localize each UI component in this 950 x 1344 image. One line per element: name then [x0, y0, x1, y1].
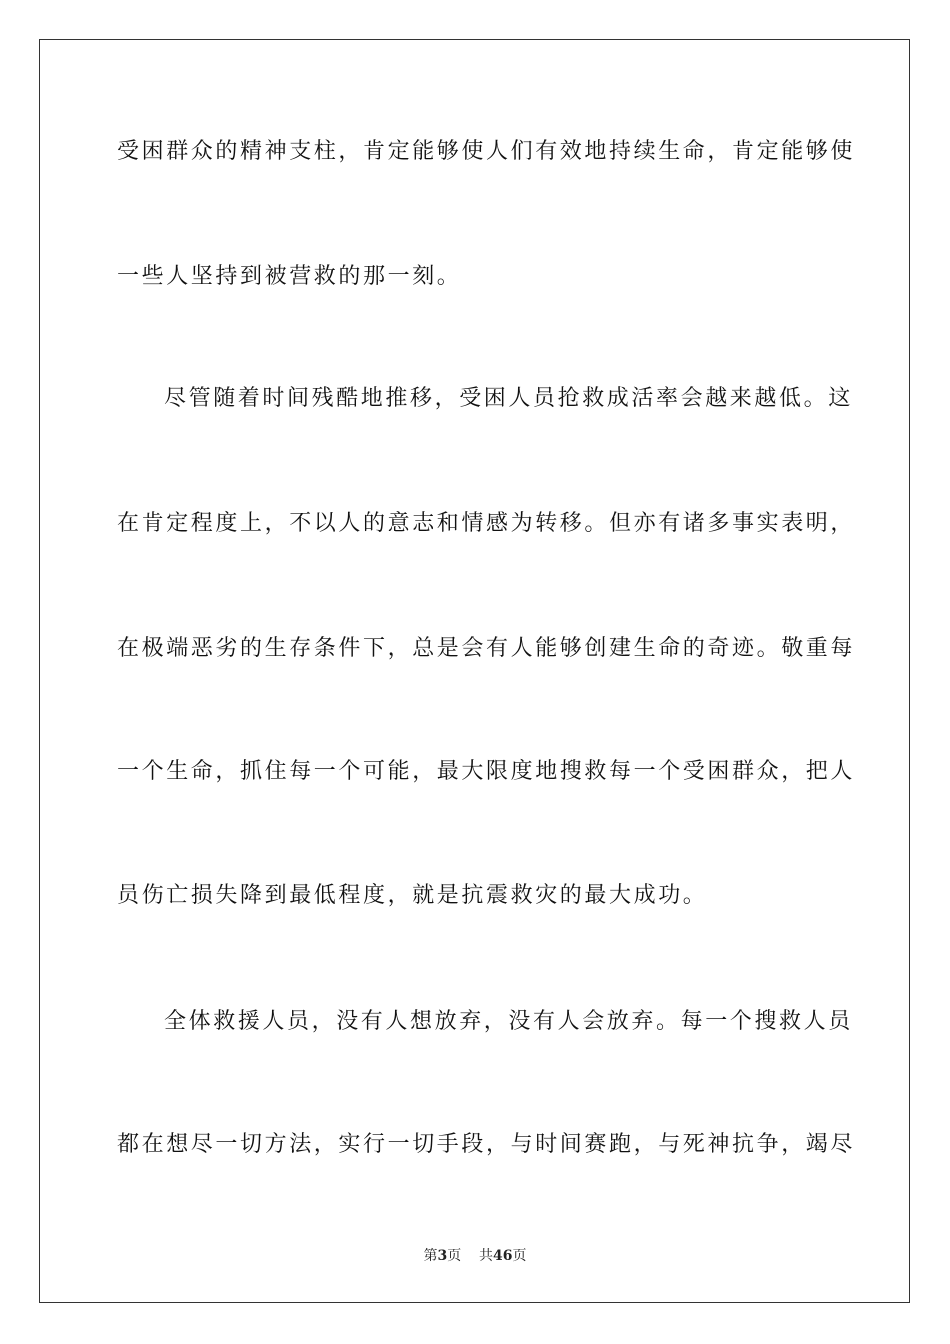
total-prefix: 共: [479, 1248, 494, 1264]
text-line-5: 在极端恶劣的生存条件下，总是会有人能够创建生命的奇迹。敬重每: [117, 636, 856, 661]
page-suffix: 页: [447, 1248, 462, 1264]
text-line-4: 在肯定程度上，不以人的意志和情感为转移。但亦有诸多事实表明，: [117, 511, 856, 536]
page-border: [39, 39, 910, 1303]
text-line-7: 员伤亡损失降到最低程度，就是抗震救灾的最大成功。: [117, 883, 708, 908]
current-page-number: 3: [437, 1248, 448, 1264]
text-line-8: 全体救援人员，没有人想放弃，没有人会放弃。每一个搜救人员: [164, 1009, 853, 1034]
total-suffix: 页: [512, 1248, 527, 1264]
page-footer: [0, 1247, 950, 1265]
text-line-9: 都在想尽一切方法，实行一切手段，与时间赛跑，与死神抗争，竭尽: [117, 1132, 856, 1157]
text-line-6: 一个生命，抓住每一个可能，最大限度地搜救每一个受困群众，把人: [117, 759, 856, 784]
text-line-1: 受困群众的精神支柱，肯定能够使人们有效地持续生命，肯定能够使: [117, 139, 856, 164]
text-line-2: 一些人坚持到被营救的那一刻。: [117, 264, 462, 289]
total-page-count: 46: [493, 1248, 513, 1264]
text-line-3: 尽管随着时间残酷地推移，受困人员抢救成活率会越来越低。这: [164, 386, 853, 411]
page-prefix: 第: [423, 1248, 438, 1264]
